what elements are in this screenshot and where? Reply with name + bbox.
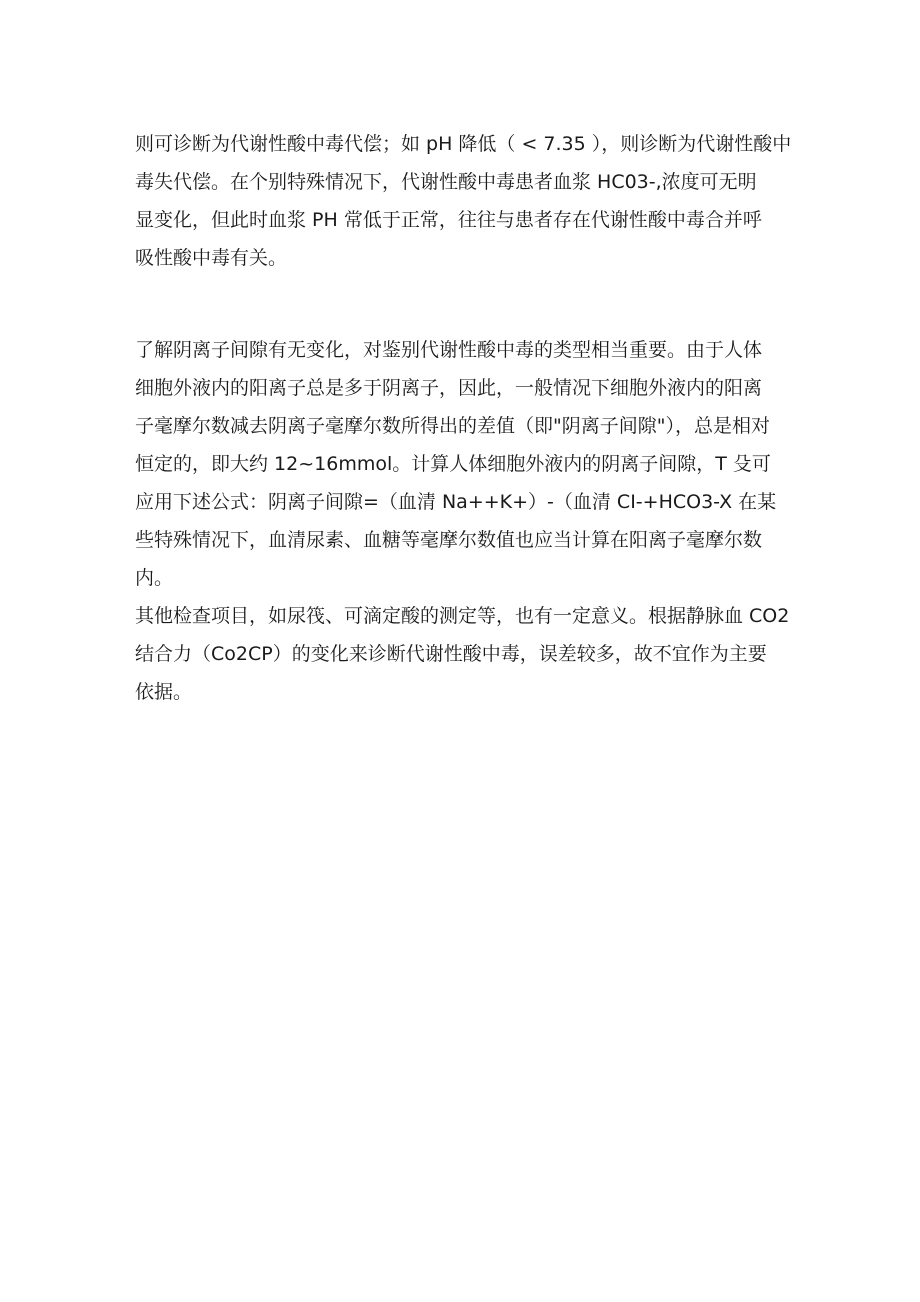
text-line: 显变化，但此时血浆 PH 常低于正常，往往与患者存在代谢性酸中毒合并呼 — [135, 209, 762, 231]
text-line: 结合力（Co2CP）的变化来诊断代谢性酸中毒，误差较多，故不宜作为主要 — [135, 643, 767, 665]
text-line: 些特殊情况下，血清尿素、血糖等毫摩尔数值也应当计算在阳离子毫摩尔数 — [135, 529, 763, 551]
text-line: 子毫摩尔数减去阴离子毫摩尔数所得出的差值（即"阴离子间隙"），总是相对 — [135, 415, 770, 437]
paragraph-other-tests — [135, 597, 795, 711]
text-line: 细胞外液内的阳离子总是多于阴离子，因此，一般情况下细胞外液内的阳离 — [135, 377, 763, 399]
text-line: 内。 — [135, 567, 174, 589]
paragraph-anion-gap — [135, 331, 795, 597]
paragraph-compensation — [135, 125, 795, 277]
text-line: 毒失代偿。在个别特殊情况下，代谢性酸中毒患者血浆 HC03-,浓度可无明 — [135, 171, 757, 193]
text-line: 恒定的，即大约 12~16mmol。计算人体细胞外液内的阴离子间隙，T 殳可 — [135, 453, 771, 475]
text-line: 则可诊断为代谢性酸中毒代偿；如 pH 降低（ < 7.35 ），则诊断为代谢性酸中 — [135, 133, 792, 155]
text-line: 依据。 — [135, 681, 193, 703]
text-line: 了解阴离子间隙有无变化，对鉴别代谢性酸中毒的类型相当重要。由于人体 — [135, 339, 763, 361]
text-line: 吸性酸中毒有关。 — [135, 247, 288, 269]
paragraph-spacer — [135, 277, 795, 331]
text-line: 应用下述公式：阴离子间隙=（血清 Na++K+）-（血清 CI-+HCO3-X 在某 — [135, 491, 777, 513]
document-body — [135, 125, 795, 711]
text-line: 其他检查项目，如尿筏、可滴定酸的测定等，也有一定意义。根据静脉血 CO2 — [135, 605, 790, 627]
